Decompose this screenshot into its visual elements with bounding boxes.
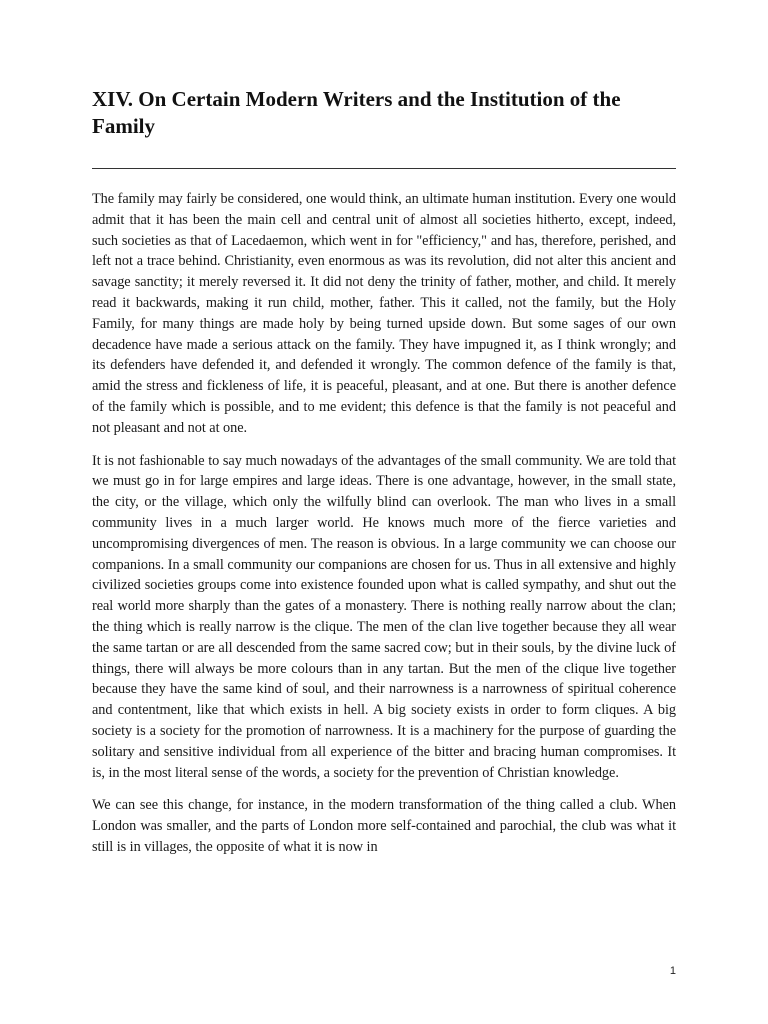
chapter-title: XIV. On Certain Modern Writers and the Institution of the Family: [92, 87, 621, 138]
document-body: [92, 189, 676, 858]
paragraph: It is not fashionable to say much nowadays of the advantages of the small community. We are told that we must go in for large empires and large ideas. There is one advantage, however, in the small state, the city, or the village, which only the wilfully blind can overlook. The man who lives in a small community lives in a much larger world. He knows much more of the fierce varieties and uncompromising divergences of men. The reason is obvious. In a large community we can choose our companions. In a small community our companions are chosen for us. Thus in all extensive and highly civilized societies groups come into existence founded upon what is called sympathy, and shut out the real world more sharply than the gates of a monastery. There is nothing really narrow about the clan; the thing which is really narrow is the clique. The men of the clan live together because they all wear the same tartan or are all descended from the same sacred cow; but in their souls, by the divine luck of things, there will always be more colours than in any tartan. But the men of the clique live together because they have the same kind of soul, and their narrowness is a narrowness of spiritual coherence and contentment, like that which exists in hell. A big society exists in order to form cliques. A big society is a society for the promotion of narrowness. It is a machinery for the purpose of guarding the solitary and sensitive individual from all experience of the bitter and bracing human compromises. It is, in the most literal sense of the words, a society for the prevention of Christian knowledge.: [92, 452, 676, 781]
paragraph: The family may fairly be considered, one would think, an ultimate human institution. Every one would admit that it has been the main cell and central unit of almost all societies hitherto, except, indeed, such societies as that of Lacedaemon, which went in for "efficiency," and has, therefore, perished, and left not a trace behind. Christianity, even enormous as was its revolution, did not alter this ancient and savage sanctity; it merely reversed it. It did not deny the trinity of father, mother, and child. It merely read it backwards, making it run child, mother, father. This it called, not the family, but the Holy Family, for many things are made holy by being turned upside down. But some sages of our own decadence have made a serious attack on the family. They have impugned it, as I think wrongly; and its defenders have defended it, and defended it wrongly. The common defence of the family is that, amid the stress and fickleness of life, it is peaceful, pleasant, and at one. But there is another defence of the family which is possible, and to me evident; this defence is that the family is not peaceful and not pleasant and not at one.: [92, 191, 676, 436]
title-divider: [92, 168, 676, 169]
document-page: [92, 86, 676, 870]
page-number: 1: [669, 965, 676, 977]
paragraph: We can see this change, for instance, in the modern transformation of the thing called a club. When London was smaller, and the parts of London more self-contained and parochial, the club was what it still is in villages, the opposite of what it is now in: [92, 797, 676, 855]
